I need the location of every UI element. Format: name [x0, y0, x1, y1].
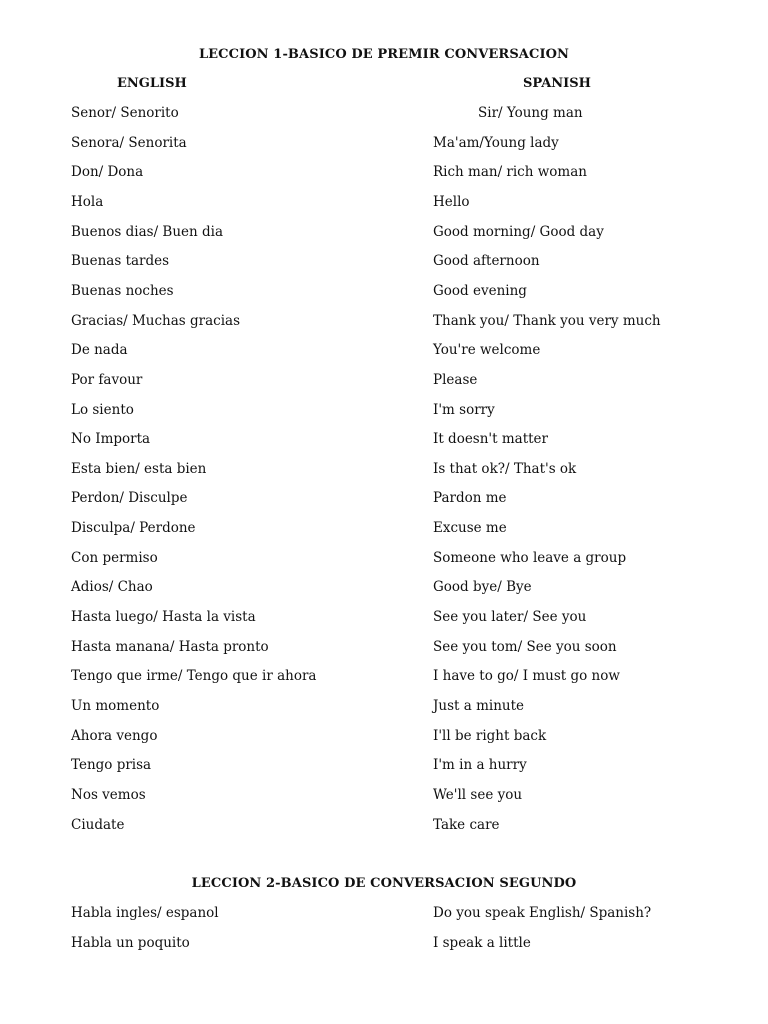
vocabulary-row [0, 372, 768, 392]
term-right: Sir/ Young man [478, 105, 583, 121]
term-right: Good morning/ Good day [433, 223, 604, 240]
term-right: Thank you/ Thank you very much [433, 312, 661, 329]
term-left: De nada [71, 342, 128, 359]
vocabulary-row [0, 817, 768, 837]
term-left: Senora/ Senorita [71, 134, 187, 151]
term-left: Disculpa/ Perdone [71, 520, 196, 537]
term-right: Pardon me [433, 490, 507, 507]
term-right: I speak a little [433, 934, 531, 951]
vocabulary-row [0, 313, 768, 333]
term-left: Don/ Dona [71, 164, 144, 181]
vocabulary-row [0, 668, 768, 688]
term-right: I'm sorry [433, 401, 495, 418]
term-left: Hasta luego/ Hasta la vista [71, 609, 256, 626]
term-left: Con permiso [71, 549, 158, 566]
term-right: Good evening [433, 282, 527, 299]
term-right: Just a minute [433, 698, 525, 714]
vocabulary-row [0, 935, 768, 955]
term-left: Por favour [71, 371, 143, 388]
vocabulary-row [0, 490, 768, 510]
vocabulary-row [0, 728, 768, 748]
term-left: Tengo prisa [71, 757, 152, 774]
vocabulary-row [0, 253, 768, 273]
term-right: Good afternoon [433, 253, 540, 270]
term-right: We'll see you [433, 786, 523, 803]
term-left: Ciudate [71, 816, 125, 833]
term-left: Ahora vengo [71, 727, 158, 744]
term-left: Senor/ Senorito [71, 105, 179, 121]
term-right: Please [433, 371, 478, 388]
term-left: Un momento [71, 698, 160, 714]
lesson-1-title: LECCION 1-BASICO DE PREMIR CONVERSACION [198, 47, 570, 62]
term-right: You're welcome [433, 342, 541, 359]
term-right: I'll be right back [433, 727, 547, 744]
vocabulary-row [0, 757, 768, 777]
vocabulary-row [0, 698, 768, 718]
term-right: I have to go/ I must go now [433, 668, 620, 685]
term-left: Nos vemos [71, 786, 146, 803]
term-left: Perdon/ Disculpe [71, 490, 188, 507]
term-right: See you tom/ See you soon [433, 638, 617, 655]
term-left: Habla ingles/ espanol [71, 905, 219, 921]
column-header-english: ENGLISH [117, 76, 187, 91]
vocabulary-row [0, 550, 768, 570]
vocabulary-row [0, 402, 768, 422]
term-left: Buenas tardes [71, 253, 170, 270]
vocabulary-row [0, 194, 768, 214]
term-left: Buenos dias/ Buen dia [71, 223, 224, 240]
term-right: Is that ok?/ That's ok [433, 460, 577, 477]
vocabulary-row [0, 609, 768, 629]
term-left: Adios/ Chao [71, 579, 153, 596]
term-left: No Importa [71, 431, 151, 448]
vocabulary-row [0, 520, 768, 540]
term-right: Ma'am/Young lady [433, 134, 559, 151]
vocabulary-row [0, 283, 768, 303]
term-right: Take care [433, 816, 500, 833]
vocabulary-row [0, 905, 768, 925]
term-right: Excuse me [433, 520, 507, 537]
vocabulary-row [0, 461, 768, 481]
term-right: Someone who leave a group [433, 549, 627, 566]
vocabulary-row [0, 431, 768, 451]
term-right: Rich man/ rich woman [433, 164, 587, 181]
vocabulary-row [0, 579, 768, 599]
term-left: Lo siento [71, 401, 134, 418]
vocabulary-row [0, 639, 768, 659]
term-left: Tengo que irme/ Tengo que ir ahora [71, 668, 317, 685]
term-right: See you later/ See you [433, 609, 587, 626]
vocabulary-row [0, 342, 768, 362]
term-left: Esta bien/ esta bien [71, 460, 207, 477]
lesson-2-title: LECCION 2-BASICO DE CONVERSACION SEGUNDO [191, 876, 577, 891]
vocabulary-row [0, 135, 768, 155]
term-right: I'm in a hurry [433, 757, 527, 774]
term-right: Good bye/ Bye [433, 579, 532, 596]
vocabulary-row [0, 224, 768, 244]
term-left: Hasta manana/ Hasta pronto [71, 638, 269, 655]
vocabulary-row [0, 787, 768, 807]
vocabulary-row [0, 164, 768, 184]
term-right: It doesn't matter [433, 431, 549, 448]
term-left: Habla un poquito [71, 934, 190, 951]
term-right: Do you speak English/ Spanish? [433, 905, 652, 921]
term-left: Buenas noches [71, 282, 174, 299]
term-left: Hola [71, 193, 104, 210]
term-left: Gracias/ Muchas gracias [71, 312, 241, 329]
term-right: Hello [433, 193, 470, 210]
vocabulary-row [0, 105, 768, 125]
column-header-spanish: SPANISH [523, 76, 591, 91]
